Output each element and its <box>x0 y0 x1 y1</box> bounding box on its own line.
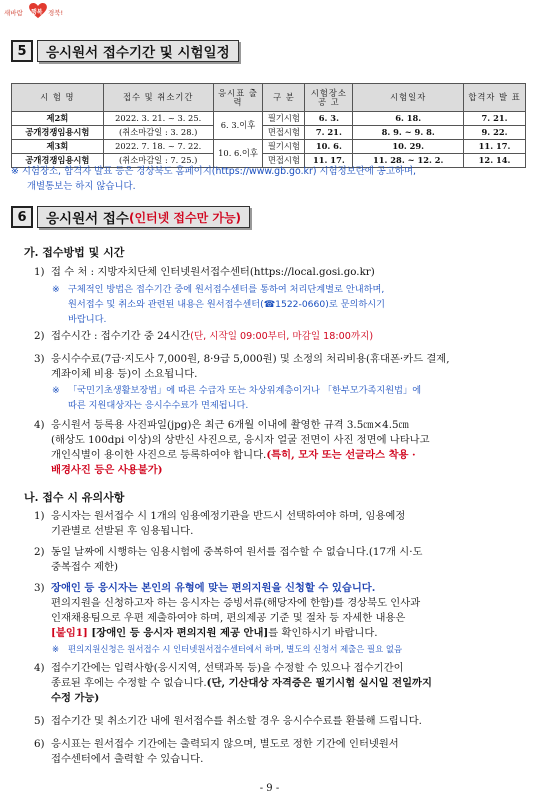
type-cell: 면접시험 <box>263 154 305 168</box>
type-cell: 필기시험 <box>263 112 305 126</box>
list-item: 2) 접수시간 : 접수기간 중 24시간(단, 시작일 09:00부터, 마감일 18:00까지) <box>34 330 374 342</box>
header-cell: 시험일자 <box>353 84 464 112</box>
period-cell: 2022. 3. 21. ~ 3. 25. <box>103 112 213 126</box>
list-item: 4) 응시원서 등록용 사진파일(jpg)은 최근 6개월 이내에 촬영한 규격 3.5㎝×4.5㎝ (해상도 100dpi 이상)의 상반신 사진으로, 응시자 얼굴 전면이 사진 정면에 나타나고 개인식별이 용이한 사진으로 등록하여야 합니다.(특히, 모자 또는 선글라스 착용 · 배경사진 등은 사용불가) <box>34 419 430 476</box>
section-6-header <box>11 206 250 228</box>
exam-name: 공개경쟁임용시험 <box>12 154 104 168</box>
place-cell: 11. 17. <box>305 154 353 168</box>
date-cell: 6. 18. <box>353 112 464 126</box>
logo-text-right: 경북! <box>48 9 64 17</box>
date-cell: 10. 29. <box>353 140 464 154</box>
period-cell: 2022. 7. 18. ~ 7. 22. <box>103 140 213 154</box>
gyeongbuk-logo <box>2 3 72 21</box>
result-cell: 12. 14. <box>464 154 526 168</box>
list-item-note: ※ 편의지원신청은 원서접수 시 인터넷원서접수센터에서 하며, 별도의 신청서 제출은 필요 없음 <box>52 644 403 654</box>
table-row <box>12 112 526 126</box>
result-cell: 9. 22. <box>464 126 526 140</box>
section-number: 5 <box>11 40 33 62</box>
exam-name: 제3회 <box>12 140 104 154</box>
place-cell: 6. 3. <box>305 112 353 126</box>
list-item: 3) 응시수수료(7급·지도사 7,000원, 8·9급 5,000원) 및 소정의 처리비용(휴대폰·카드 결제, 계좌이체 비용 등)이 소요됩니다. <box>34 353 450 380</box>
type-cell: 필기시험 <box>263 140 305 154</box>
print-cell: 6. 3.이후 <box>213 112 263 140</box>
list-item-note: ※ 「국민기초생활보장법」에 따른 수급자 또는 차상위계층이거나 「한부모가족지원법」에 따른 지원대상자는 응시수수료가 면제됩니다. <box>52 385 422 411</box>
section-5-header <box>11 40 239 62</box>
place-cell: 10. 6. <box>305 140 353 154</box>
subsection-ga-title: 가. 접수방법 및 시간 <box>24 246 125 259</box>
page-number: - 9 - <box>259 783 280 794</box>
result-cell: 11. 17. <box>464 140 526 154</box>
date-cell: 8. 9. ~ 9. 8. <box>353 126 464 140</box>
header-cell: 접수 및 취소기간 <box>103 84 213 112</box>
exam-name: 제2회 <box>12 112 104 126</box>
print-cell: 10. 6.이후 <box>213 140 263 168</box>
table-row <box>12 140 526 154</box>
list-item: 5) 접수기간 및 취소기간 내에 원서접수를 취소할 경우 응시수수료를 환불해 드립니다. <box>34 715 422 727</box>
section-title: 응시원서 접수 (인터넷 접수만 가능) <box>37 206 250 228</box>
result-cell: 7. 21. <box>464 112 526 126</box>
date-cell: 11. 28. ~ 12. 2. <box>353 154 464 168</box>
list-item: 4) 접수기간에는 입력사항(응시지역, 선택과목 등)을 수정할 수 있으나 접수기간이 종료된 후에는 수정할 수 없습니다.(단, 기산대상 자격증은 필기시험 실시일 전일까지 수정 가능) <box>34 662 432 704</box>
place-cell: 7. 21. <box>305 126 353 140</box>
logo-text-center: 행복 <box>31 9 43 16</box>
section-5-note: ※ 시험장소, 합격자 발표 등은 경상북도 홈페이지(https://www.gb.go.kr) 시험정보란에 공고하며, 개별통보는 하지 않습니다. <box>11 166 416 192</box>
schedule-table <box>11 83 526 168</box>
cancel-cell: (취소마감일 : 7. 25.) <box>103 154 213 168</box>
subsection-na-title: 나. 접수 시 유의사항 <box>24 491 125 504</box>
header-cell: 합격자 발 표 <box>464 84 526 112</box>
list-item: 6) 응시표는 원서접수 기간에는 출력되지 않으며, 별도로 정한 기간에 인터넷원서 접수센터에서 출력할 수 있습니다. <box>34 738 399 765</box>
header-cell: 응시표 출 력 <box>213 84 263 112</box>
section-title: 응시원서 접수기간 및 시험일정 <box>37 40 239 62</box>
logo-text-left: 새바람 <box>4 9 23 17</box>
list-item: 3) 장애인 등 응시자는 본인의 유형에 맞는 편의지원을 신청할 수 있습니다. 편의지원을 신청하고자 하는 응시자는 증빙서류(해당자에 한함)를 경상북도 인사과 인재채용팀으로 우편 제출하여야 하며, 편의제공 기준 및 절차 등 자세한 내용은 [붙임1] [장애인 등 응시자 편의지원 제공 안내]를 확인하시기 바랍니다. <box>34 582 421 639</box>
list-item: 1) 응시자는 원서접수 시 1개의 임용예정기관을 반드시 선택하여야 하며, 임용예정 기관별로 선발된 후 임용됩니다. <box>34 510 406 537</box>
header-cell: 시험장소 공 고 <box>305 84 353 112</box>
type-cell: 면접시험 <box>263 126 305 140</box>
list-item: 2) 동일 날짜에 시행하는 임용시험에 중복하여 원서를 접수할 수 없습니다.(17개 시·도 중복접수 제한) <box>34 546 423 573</box>
section-number: 6 <box>11 206 33 228</box>
exam-name: 공개경쟁임용시험 <box>12 126 104 140</box>
table-header-row <box>12 84 526 112</box>
header-cell: 구 분 <box>263 84 305 112</box>
list-item-note: ※ 구체적인 방법은 접수기간 중에 원서접수센터를 통하여 처리단계별로 안내하며, 원서접수 및 취소와 관련된 내용은 원서접수센터(☎1522-0660)로 문의하시기 바랍니다. <box>52 284 385 325</box>
header-cell: 시 험 명 <box>12 84 104 112</box>
cancel-cell: (취소마감일 : 3. 28.) <box>103 126 213 140</box>
table-row <box>12 126 526 140</box>
list-item: 1) 접 수 처 : 지방자치단체 인터넷원서접수센터(https://local.gosi.go.kr) <box>34 266 375 278</box>
